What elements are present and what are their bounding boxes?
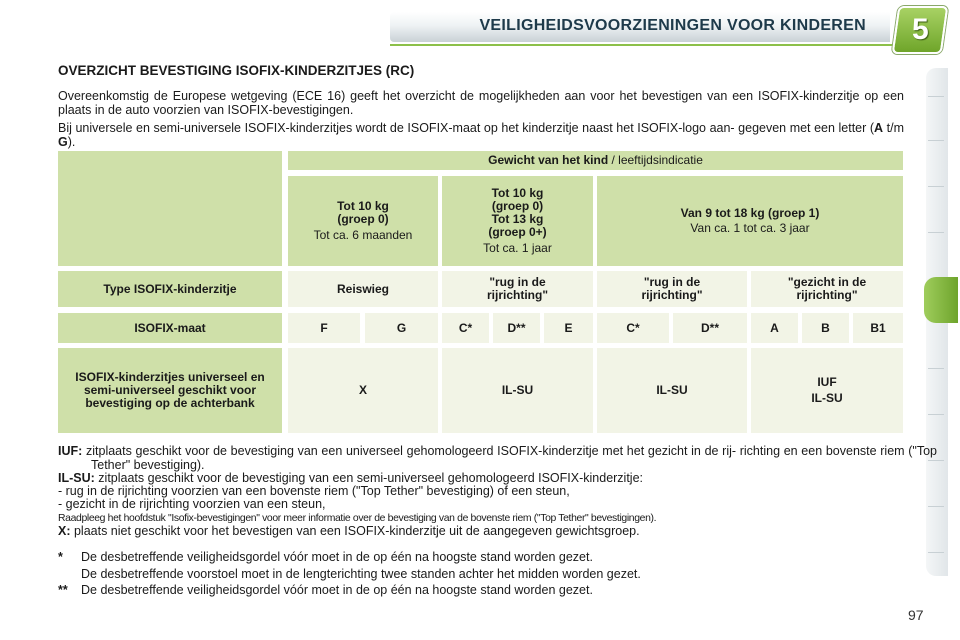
weight-header-rest: / leeftijdsindicatie [608, 153, 703, 167]
note-label: IL-SU: [58, 471, 95, 485]
size-value: G [396, 320, 407, 335]
size-value: C* [626, 320, 640, 335]
note-text: zitplaats geschikt voor de bevestiging van een universeel gehomologeerd ISOFIX-kinderzitje met het gezicht in de rij- richting en een bovenste riem ("Top Tether" bevestiging). [82, 444, 937, 472]
group-0plus-cell [442, 176, 593, 266]
side-tick [928, 140, 944, 141]
size-cell [853, 313, 903, 343]
chapter-badge [892, 6, 949, 54]
active-chapter-tab[interactable] [924, 277, 958, 323]
weight-header-text [488, 154, 703, 167]
size-cell [544, 313, 593, 343]
group-0-cell [288, 176, 438, 266]
footnote-text: De desbetreffende veiligheidsgordel vóór moet in de op één na hoogste stand worden gezet. [81, 583, 593, 597]
type-value: "rug in de rijrichting" [486, 275, 549, 302]
size-cell [673, 313, 747, 343]
group-age: Van ca. 1 tot ca. 3 jaar [690, 221, 810, 235]
group-weight: Van 9 tot 18 kg (groep 1) [680, 206, 820, 220]
size-value: F [320, 320, 328, 335]
compat-cell [751, 348, 903, 433]
header-underline [390, 44, 910, 46]
side-tick [928, 96, 944, 97]
page-number: 97 [908, 607, 924, 623]
type-value: Reiswieg [336, 281, 390, 296]
group-weight: Tot 10 kg [337, 199, 389, 213]
compat-label-cell [58, 348, 282, 433]
compat-cell [288, 348, 438, 433]
type-cell [751, 271, 903, 307]
size-value: D** [507, 320, 526, 335]
type-cell [442, 271, 593, 307]
group-age: Tot ca. 6 maanden [313, 228, 413, 242]
compat-value: IL-SU [811, 391, 843, 405]
note-label: IUF: [58, 444, 83, 458]
letter-a: A [874, 121, 884, 135]
type-label: Type ISOFIX-kinderzitje [103, 281, 237, 296]
letter-g: G [58, 135, 68, 149]
weight-header-bold: Gewicht van het kind [488, 153, 609, 167]
compat-cell [442, 348, 593, 433]
compat-value: X [358, 383, 367, 397]
group-label: (groep 0) [491, 199, 544, 213]
size-cell [365, 313, 438, 343]
note-text: plaats niet geschikt voor het bevestigen van een ISOFIX-kinderzitje uit de aangegeven gewichtsgroep. [70, 524, 640, 538]
compat-label: ISOFIX-kinderzitjes universeel en semi-universeel geschikt voor bevestiging op de achterbank [75, 370, 265, 410]
size-cell [597, 313, 669, 343]
size-cell [442, 313, 489, 343]
size-cell [751, 313, 798, 343]
side-tick [928, 506, 944, 507]
side-tick [928, 552, 944, 553]
type-value: "gezicht in de rijrichting" [787, 275, 867, 302]
side-tick [928, 368, 944, 369]
intro-text: t/m [883, 121, 904, 135]
note-iuf [58, 445, 937, 472]
note-text: zitplaats geschikt voor de bevestiging van een semi-universeel gehomologeerd ISOFIX-kinderzitje: [94, 471, 644, 485]
intro-text: Bij universele en semi-universele ISOFIX-kinderzitjes wordt de ISOFIX-maat op het kinderzitje naast het ISOFIX-logo aan- gegeven met een letter ( [58, 121, 875, 135]
footnote-marker: * [58, 550, 63, 564]
size-label-cell [58, 313, 282, 343]
note-dash-2: - gezicht in de rijrichting voorzien van een steun, [58, 497, 326, 511]
intro-paragraph-1: Overeenkomstig de Europese wetgeving (ECE 16) geeft het overzicht de mogelijkheden aan voor het bevestigen van een ISOFIX-kinderzitje op een plaats in de auto voorzien van ISOFIX-bevestigingen. [58, 89, 904, 117]
type-cell [288, 271, 438, 307]
group-weight: Tot 10 kg [491, 186, 544, 200]
size-cell [802, 313, 849, 343]
side-tick [928, 232, 944, 233]
group-1-cell [597, 176, 903, 266]
size-value: A [770, 320, 779, 335]
note-label: X: [58, 524, 71, 538]
note-x [58, 525, 904, 539]
section-title: OVERZICHT BEVESTIGING ISOFIX-KINDERZITJES (RC) [58, 63, 415, 78]
size-cell [288, 313, 360, 343]
chapter-number: 5 [911, 13, 929, 46]
size-value: B1 [870, 320, 886, 335]
note-reference: Raadpleeg het hoofdstuk "Isofix-bevestigingen" voor meer informatie over de bevestiging van de bovenste riem ("Top Tether" bevestigingen). [58, 513, 657, 524]
page-header [0, 0, 960, 48]
intro-paragraph-2 [58, 121, 904, 149]
type-cell [597, 271, 747, 307]
size-label: ISOFIX-maat [134, 320, 206, 335]
intro-text: ). [67, 135, 76, 149]
compat-value: IL-SU [656, 383, 688, 397]
size-value: B [821, 320, 830, 335]
footnote-marker: ** [58, 583, 68, 597]
size-value: D** [700, 320, 719, 335]
group-age: Tot ca. 1 jaar [483, 241, 552, 255]
footnote-text: De desbetreffende voorstoel moet in de lengterichting twee standen achter het midden worden gezet. [81, 567, 641, 581]
group-label: (groep 0+) [488, 225, 547, 239]
group-weight: Tot 13 kg [491, 212, 544, 226]
table-corner-cell [58, 151, 282, 266]
compat-value: IL-SU [501, 383, 534, 397]
group-label: (groep 0) [337, 212, 389, 226]
size-cell [493, 313, 540, 343]
note-dash-1: - rug in de rijrichting voorzien van een bovenste riem ("Top Tether" bevestiging) of een steun, [58, 484, 570, 498]
chapter-title: VEILIGHEIDSVOORZIENINGEN VOOR KINDEREN [479, 17, 866, 34]
size-value: E [564, 320, 573, 335]
compat-value: IUF [817, 375, 837, 389]
side-tick [928, 186, 944, 187]
weight-header [288, 151, 903, 170]
type-value: "rug in de rijrichting" [641, 275, 703, 302]
footnote-text: De desbetreffende veiligheidsgordel vóór moet in de op één na hoogste stand worden gezet. [81, 550, 593, 564]
type-label-cell [58, 271, 282, 307]
side-tick [928, 414, 944, 415]
compat-cell [597, 348, 747, 433]
size-value: C* [458, 320, 473, 335]
